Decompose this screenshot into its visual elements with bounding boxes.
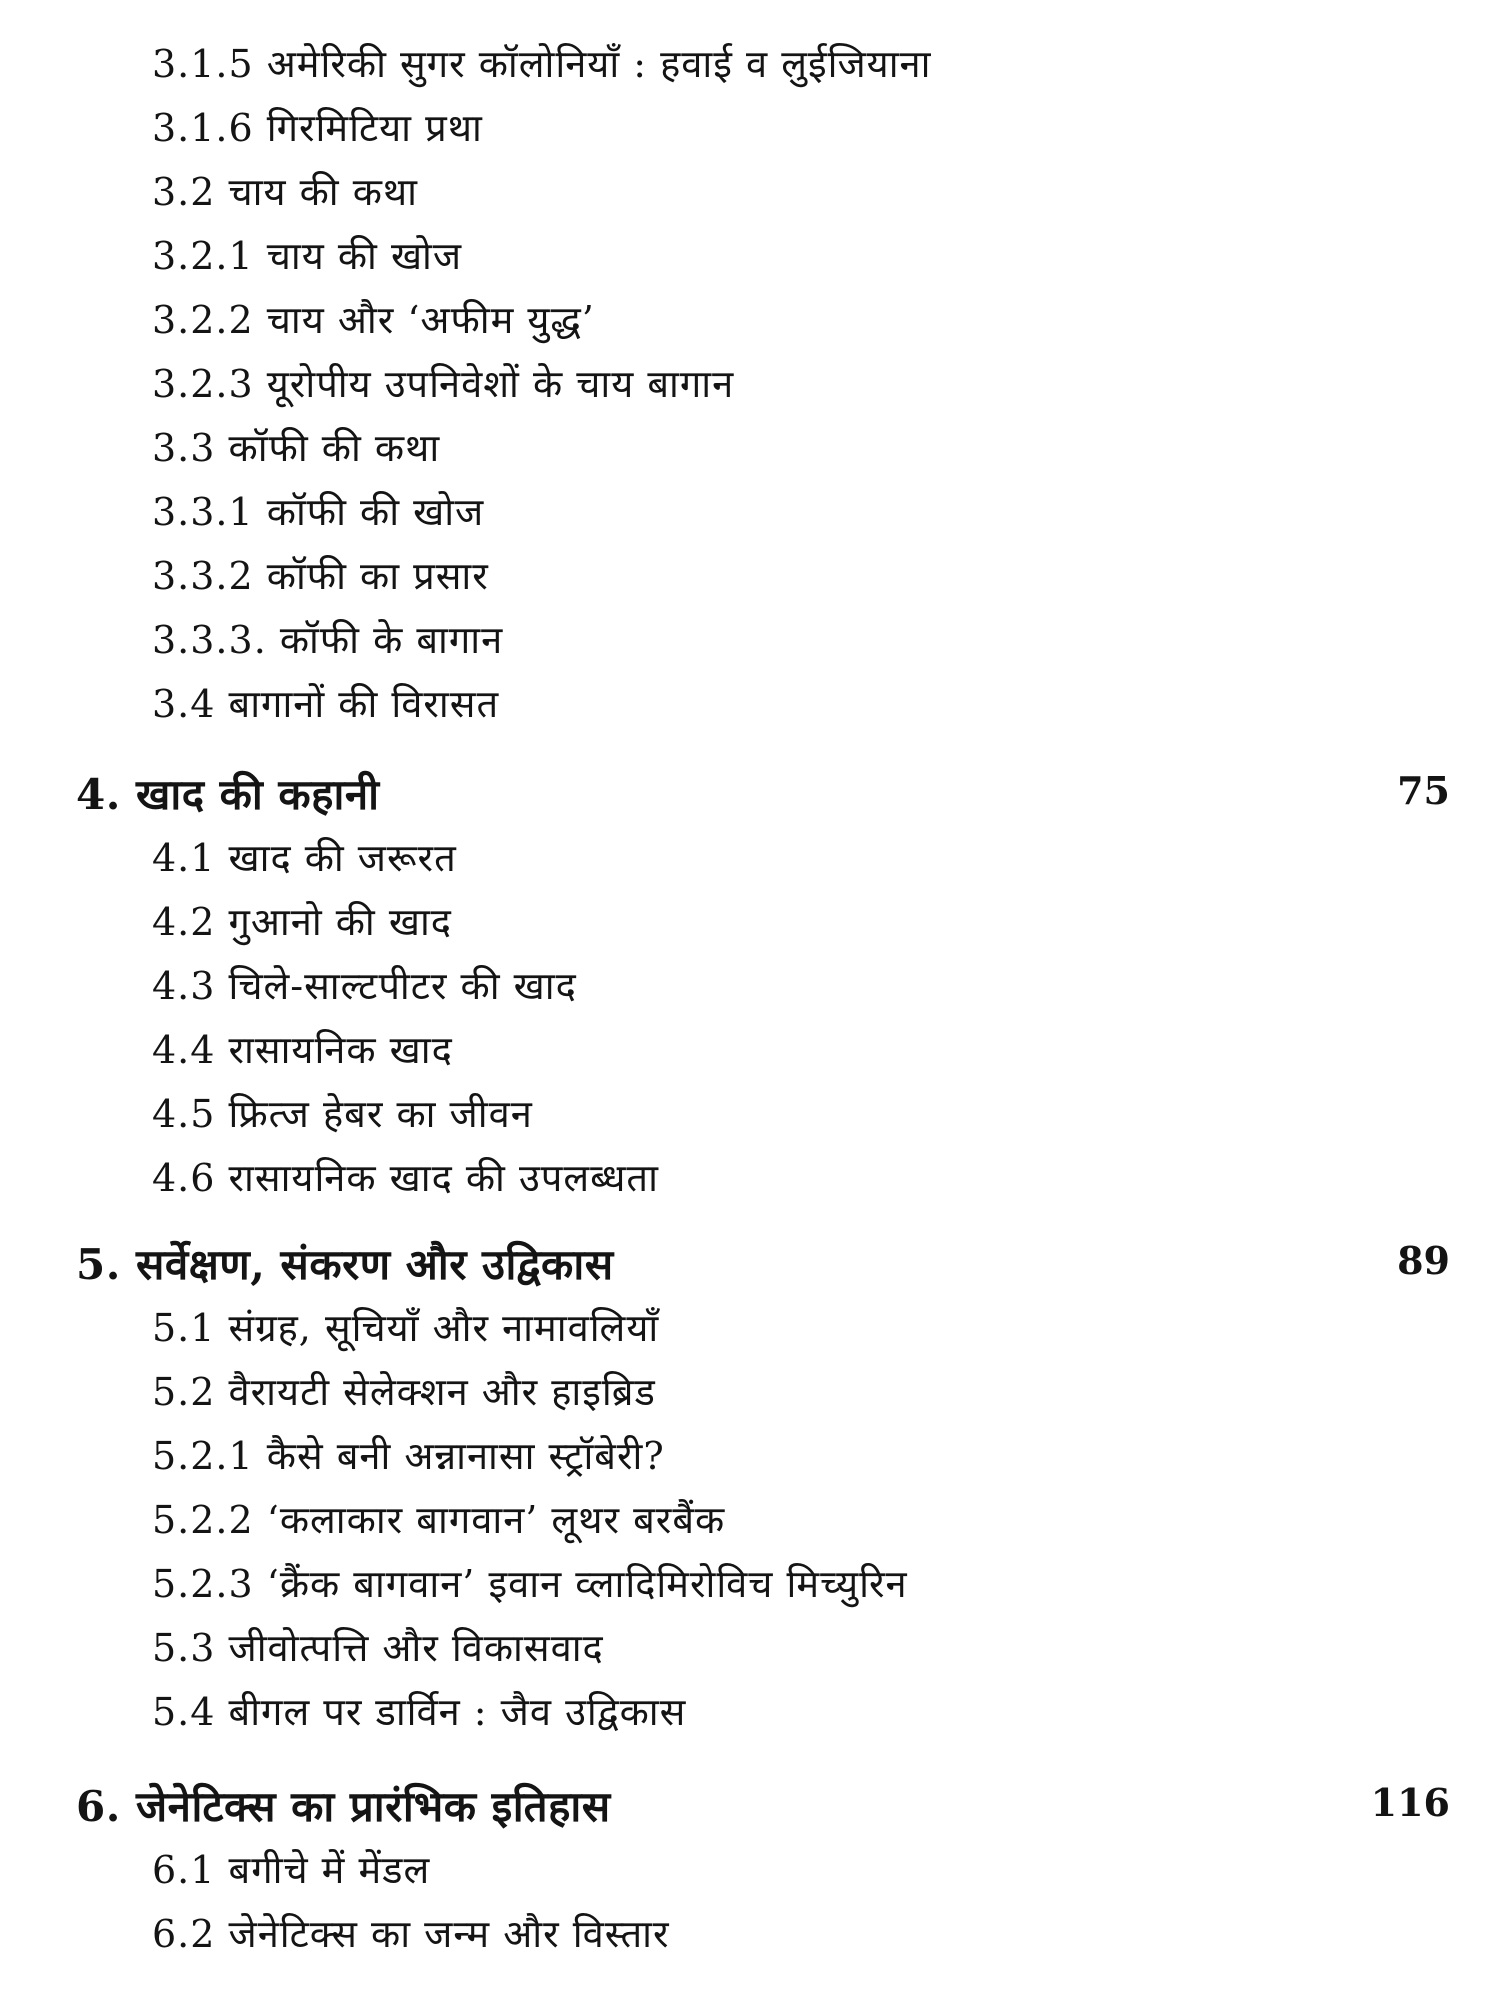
toc-entry-5-3: 5.3 जीवोत्पत्ति और विकासवाद [152,1626,604,1670]
chapter-4-page-number: 75 [1397,768,1450,813]
toc-entry-3-3-1: 3.3.1 कॉफी की खोज [152,490,485,534]
toc-entry-4-2: 4.2 गुआनो की खाद [152,900,452,944]
toc-entry-3-1-5: 3.1.5 अमेरिकी सुगर कॉलोनियाँ : हवाई व लुईजियाना [152,42,932,86]
toc-entry-4-3: 4.3 चिले-साल्टपीटर की खाद [152,964,577,1008]
chapter-5-page-number: 89 [1397,1238,1450,1283]
toc-entry-5-2: 5.2 वैरायटी सेलेक्शन और हाइब्रिड [152,1370,656,1414]
toc-entry-5-2-3: 5.2.3 ‘क्रैंक बागवान’ इवान व्लादिमिरोविच मिच्युरिन [152,1562,908,1606]
chapter-6-title: 6. जेनेटिक्स का प्रारंभिक इतिहास [76,1782,611,1831]
toc-entry-5-1: 5.1 संग्रह, सूचियाँ और नामावलियाँ [152,1306,660,1350]
toc-entry-5-2-2: 5.2.2 ‘कलाकार बागवान’ लूथर बरबैंक [152,1498,726,1542]
chapter-6-page-number: 116 [1370,1780,1450,1825]
toc-entry-3-1-6: 3.1.6 गिरमिटिया प्रथा [152,106,483,150]
toc-entry-3-2-1: 3.2.1 चाय की खोज [152,234,463,278]
toc-entry-3-3-2: 3.3.2 कॉफी का प्रसार [152,554,489,598]
toc-entry-3-2-3: 3.2.3 यूरोपीय उपनिवेशों के चाय बागान [152,362,735,406]
toc-entry-4-1: 4.1 खाद की जरूरत [152,836,457,880]
toc-entry-4-4: 4.4 रासायनिक खाद [152,1028,453,1072]
toc-entry-6-1: 6.1 बगीचे में मेंडल [152,1848,431,1892]
toc-entry-3-3-3: 3.3.3. कॉफी के बागान [152,618,504,662]
toc-entry-3-2: 3.2 चाय की कथा [152,170,419,214]
chapter-5-title: 5. सर्वेक्षण, संकरण और उद्विकास [76,1240,614,1289]
toc-entry-4-6: 4.6 रासायनिक खाद की उपलब्धता [152,1156,659,1200]
toc-entry-6-2: 6.2 जेनेटिक्स का जन्म और विस्तार [152,1912,670,1956]
chapter-4-title: 4. खाद की कहानी [76,770,380,819]
toc-entry-3-2-2: 3.2.2 चाय और ‘अफीम युद्ध’ [152,298,595,342]
toc-entry-3-4: 3.4 बागानों की विरासत [152,682,500,726]
toc-entry-3-3: 3.3 कॉफी की कथा [152,426,441,470]
toc-entry-5-4: 5.4 बीगल पर डार्विन : जैव उद्विकास [152,1690,687,1734]
toc-entry-5-2-1: 5.2.1 कैसे बनी अन्नानासा स्ट्रॉबेरी? [152,1434,665,1478]
toc-entry-4-5: 4.5 फ्रित्ज हेबर का जीवन [152,1092,533,1136]
